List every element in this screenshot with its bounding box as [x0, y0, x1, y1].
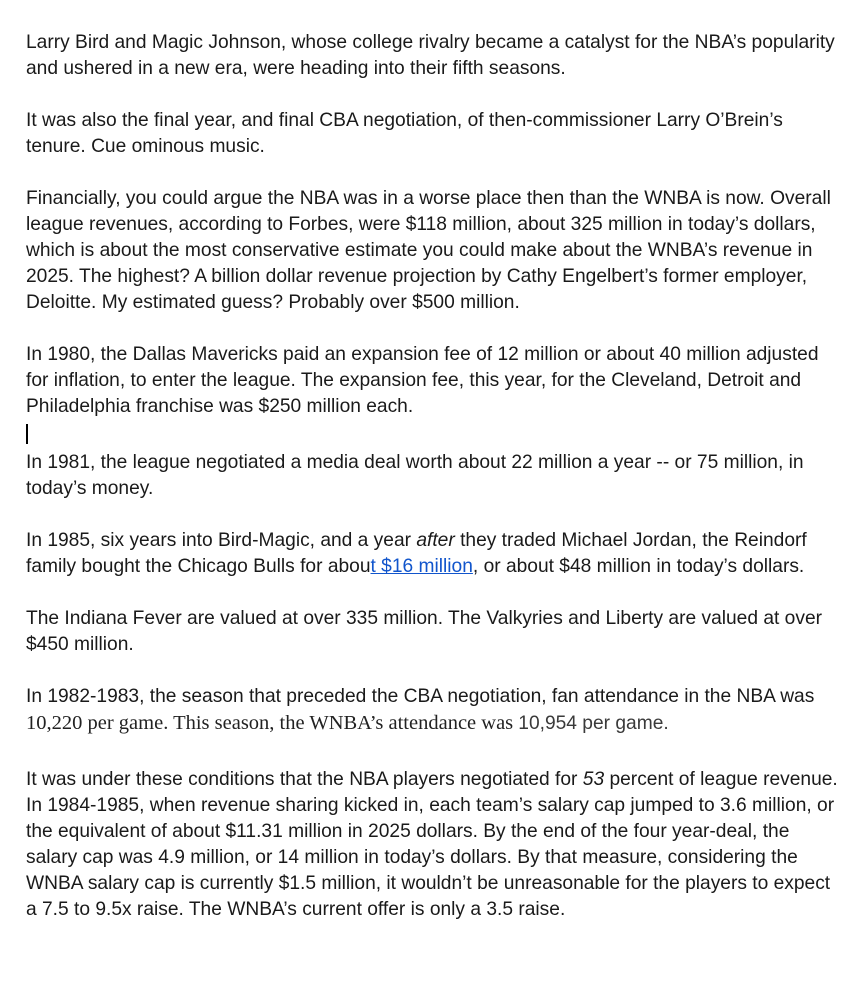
paragraph-expansion-fee: In 1980, the Dallas Mavericks paid an expansion fee of 12 million or about 40 million adjusted for inflation, to enter the league. The expansion fee, this year, for the Cleveland, Detroit and Philadelphia franchise was $250 million each.: [26, 344, 819, 417]
paragraph-team-valuations: The Indiana Fever are valued at over 335 million. The Valkyries and Liberty are valued at over $450 million.: [26, 608, 823, 655]
bulls-text-middle: they traded Michael Jordan, the Reindorf family bought the Chicago Bulls for abou: [26, 530, 807, 577]
text-cursor: [26, 424, 28, 444]
document-body: [26, 30, 838, 949]
salary-text-after: percent of league revenue. In 1984-1985, when revenue sharing kicked in, each team’s salary cap jumped to 3.6 million, or the equivalent of about $11.31 million in 2025 dollars. By the end of the four year-deal, the salary cap was 4.9 million, or 14 million in today’s dollars. By that measure, considering the WNBA salary cap is currently $1.5 million, it wouldn’t be unreasonable for the players to expect a 7.5 to 9.5x raise. The WNBA’s current offer is only a 3.5 raise.: [26, 769, 838, 920]
bulls-price-link[interactable]: t $16 million: [370, 556, 473, 577]
paragraph-salary-cap: [26, 767, 838, 923]
paragraph-media-deal: In 1981, the league negotiated a media deal worth about 22 million a year -- or 75 million, in today’s money.: [26, 452, 804, 499]
paragraph-cba-negotiation: It was also the final year, and final CBA negotiation, of then-commissioner Larry O’Brein’s tenure. Cue ominous music.: [26, 110, 783, 157]
attendance-number: 10,954: [518, 713, 577, 734]
attendance-text-after: per game.: [576, 713, 669, 734]
bulls-text-before: In 1985, six years into Bird-Magic, and a year: [26, 530, 417, 551]
bulls-text-after: , or about $48 million in today’s dollars.: [472, 556, 805, 577]
paragraph-bulls-sale: [26, 528, 838, 580]
paragraph-attendance: [26, 684, 838, 737]
attendance-text-before: In 1982-1983, the season that preceded the CBA negotiation, fan attendance in the NBA was: [26, 686, 815, 707]
salary-emphasis: 53: [582, 769, 605, 790]
text-cursor-line[interactable]: [26, 422, 838, 448]
attendance-serif-text: 10,220 per game. This season, the WNBA’s attendance was: [26, 712, 519, 734]
paragraph-financials: Financially, you could argue the NBA was in a worse place then than the WNBA is now. Overall league revenues, according to Forbes, were $118 million, about 325 million in today’s dollars, which is about the most conservative estimate you could make about the WNBA’s revenue in 2025. The highest? A billion dollar revenue projection by Cathy Engelbert’s former employer, Deloitte. My estimated guess? Probably over $500 million.: [26, 188, 831, 313]
bulls-emphasis: after: [416, 530, 455, 551]
paragraph-bird-magic: Larry Bird and Magic Johnson, whose college rivalry became a catalyst for the NBA’s popularity and ushered in a new era, were heading into their fifth seasons.: [26, 32, 835, 79]
salary-text-before: It was under these conditions that the NBA players negotiated for: [26, 769, 583, 790]
